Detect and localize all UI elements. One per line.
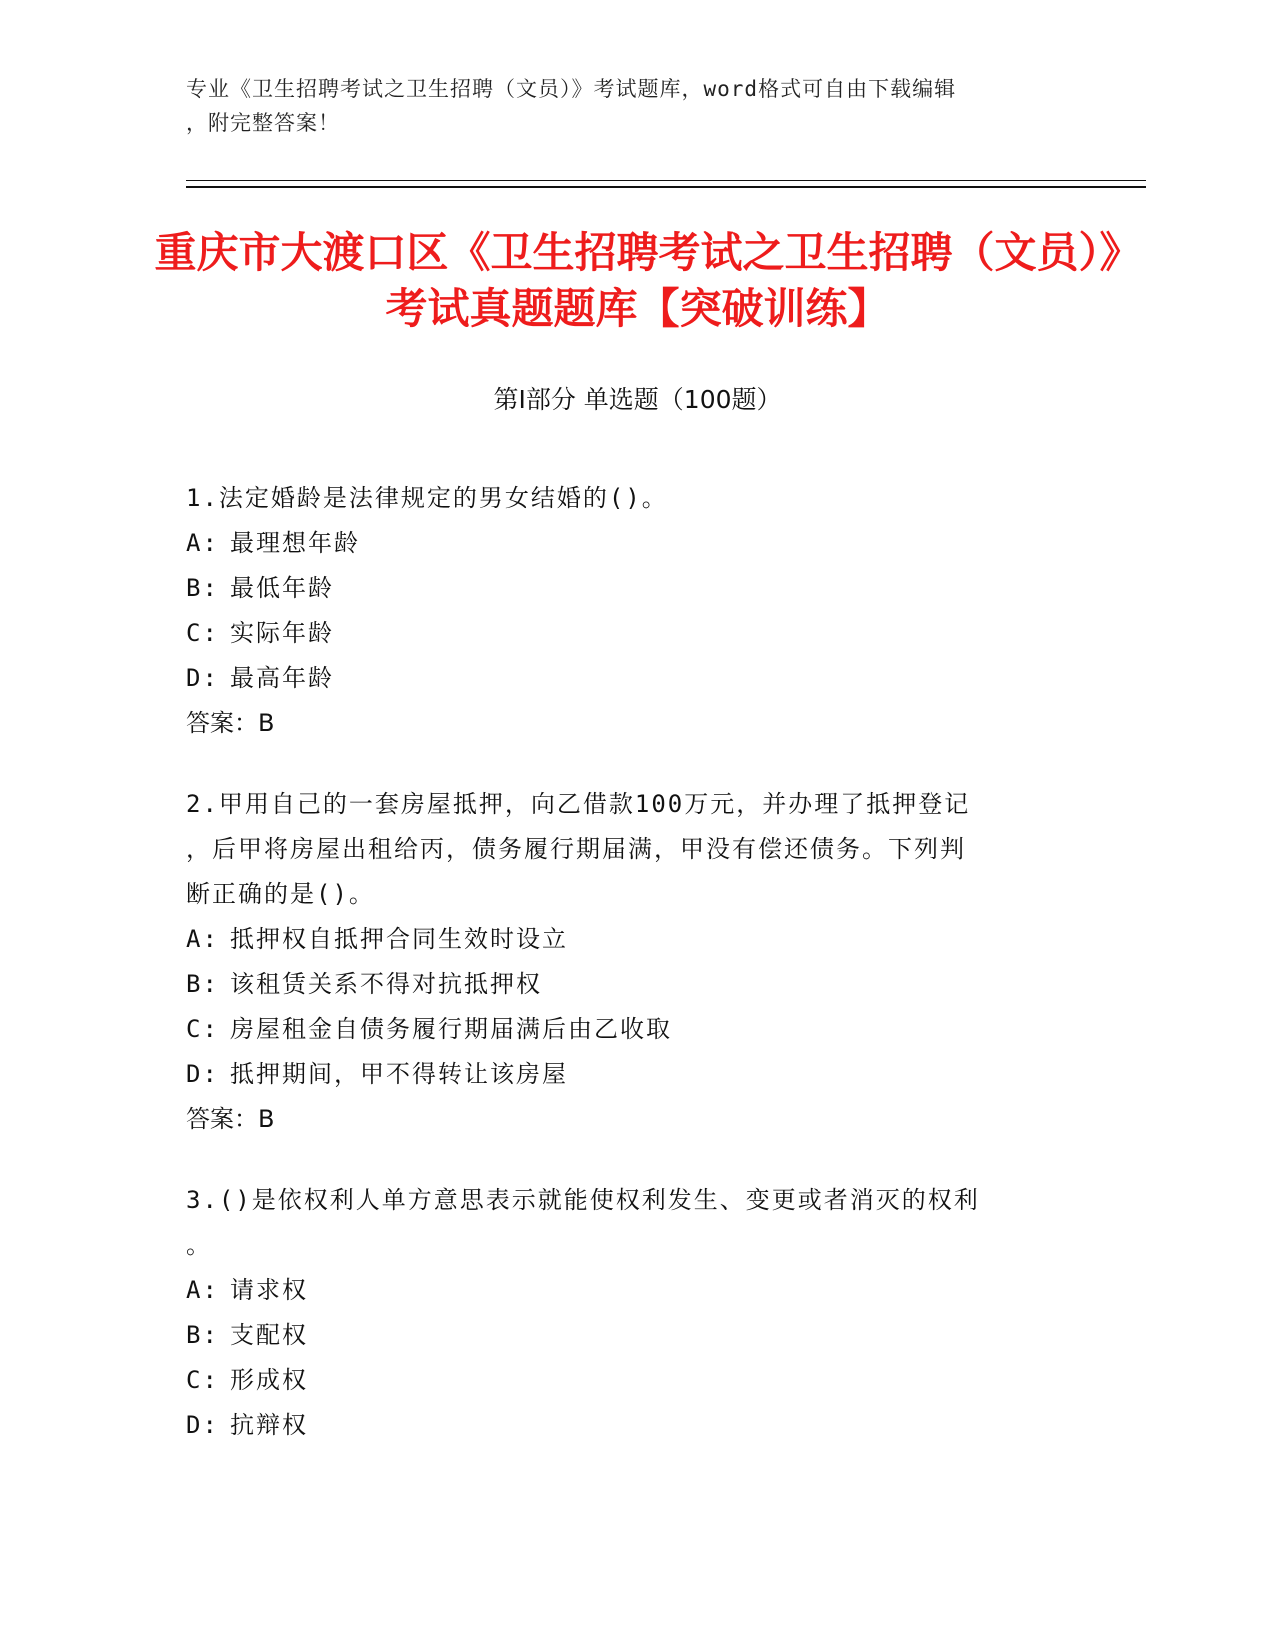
question-option xyxy=(186,1403,1066,1448)
question-option xyxy=(186,611,1066,656)
option-text: 支配权 xyxy=(230,1321,308,1349)
question-option xyxy=(186,1052,1066,1097)
option-letter: B: xyxy=(186,970,219,998)
question-item xyxy=(186,476,1066,746)
option-letter: A: xyxy=(186,1276,219,1304)
document-header-note: 专业《卫生招聘考试之卫生招聘（文员）》考试题库，word格式可自由下载编辑 ，附完整答案！ xyxy=(186,77,957,135)
option-text: 最低年龄 xyxy=(230,574,334,602)
question-item xyxy=(186,782,1066,1142)
option-letter: D: xyxy=(186,1060,219,1088)
option-text: 抗辩权 xyxy=(230,1411,308,1439)
option-letter: C: xyxy=(186,1015,219,1043)
header-divider-thin xyxy=(186,180,1146,181)
option-letter: D: xyxy=(186,664,219,692)
question-option xyxy=(186,566,1066,611)
option-letter: C: xyxy=(186,619,219,647)
option-text: 形成权 xyxy=(230,1366,308,1394)
option-letter: C: xyxy=(186,1366,219,1394)
section-title: 第Ⅰ部分 单选题（100题） xyxy=(493,385,782,414)
answer-line: 答案：B xyxy=(186,709,275,737)
question-option xyxy=(186,656,1066,701)
option-text: 请求权 xyxy=(230,1276,308,1304)
question-option xyxy=(186,962,1066,1007)
question-stem: 1.法定婚龄是法律规定的男女结婚的()。 xyxy=(186,484,668,512)
option-text: 抵押期间，甲不得转让该房屋 xyxy=(230,1060,568,1088)
option-text: 抵押权自抵押合同生效时设立 xyxy=(230,925,568,953)
document-title: 重庆市大渡口区《卫生招聘考试之卫生招聘（文员）》考试真题题库【突破训练】 xyxy=(154,228,1121,333)
question-stem: 2.甲用自己的一套房屋抵押，向乙借款100万元，并办理了抵押登记 ，后甲将房屋出租给丙，债务履行期届满，甲没有偿还债务。下列判 断正确的是()。 xyxy=(186,790,971,908)
option-text: 该租赁关系不得对抗抵押权 xyxy=(230,970,542,998)
option-text: 房屋租金自债务履行期届满后由乙收取 xyxy=(230,1015,672,1043)
option-letter: B: xyxy=(186,574,219,602)
option-letter: B: xyxy=(186,1321,219,1349)
question-option xyxy=(186,521,1066,566)
option-letter: A: xyxy=(186,529,219,557)
option-text: 最高年龄 xyxy=(230,664,334,692)
question-option xyxy=(186,917,1066,962)
question-stem: 3.()是依权利人单方意思表示就能使权利发生、变更或者消灭的权利 。 xyxy=(186,1186,980,1259)
question-list xyxy=(186,476,1066,1484)
question-item xyxy=(186,1178,1066,1448)
question-option xyxy=(186,1007,1066,1052)
answer-line: 答案：B xyxy=(186,1105,275,1133)
header-divider-thick xyxy=(186,186,1146,188)
option-letter: A: xyxy=(186,925,219,953)
option-letter: D: xyxy=(186,1411,219,1439)
option-text: 实际年龄 xyxy=(230,619,334,647)
option-text: 最理想年龄 xyxy=(230,529,360,557)
question-option xyxy=(186,1358,1066,1403)
question-option xyxy=(186,1313,1066,1358)
question-option xyxy=(186,1268,1066,1313)
